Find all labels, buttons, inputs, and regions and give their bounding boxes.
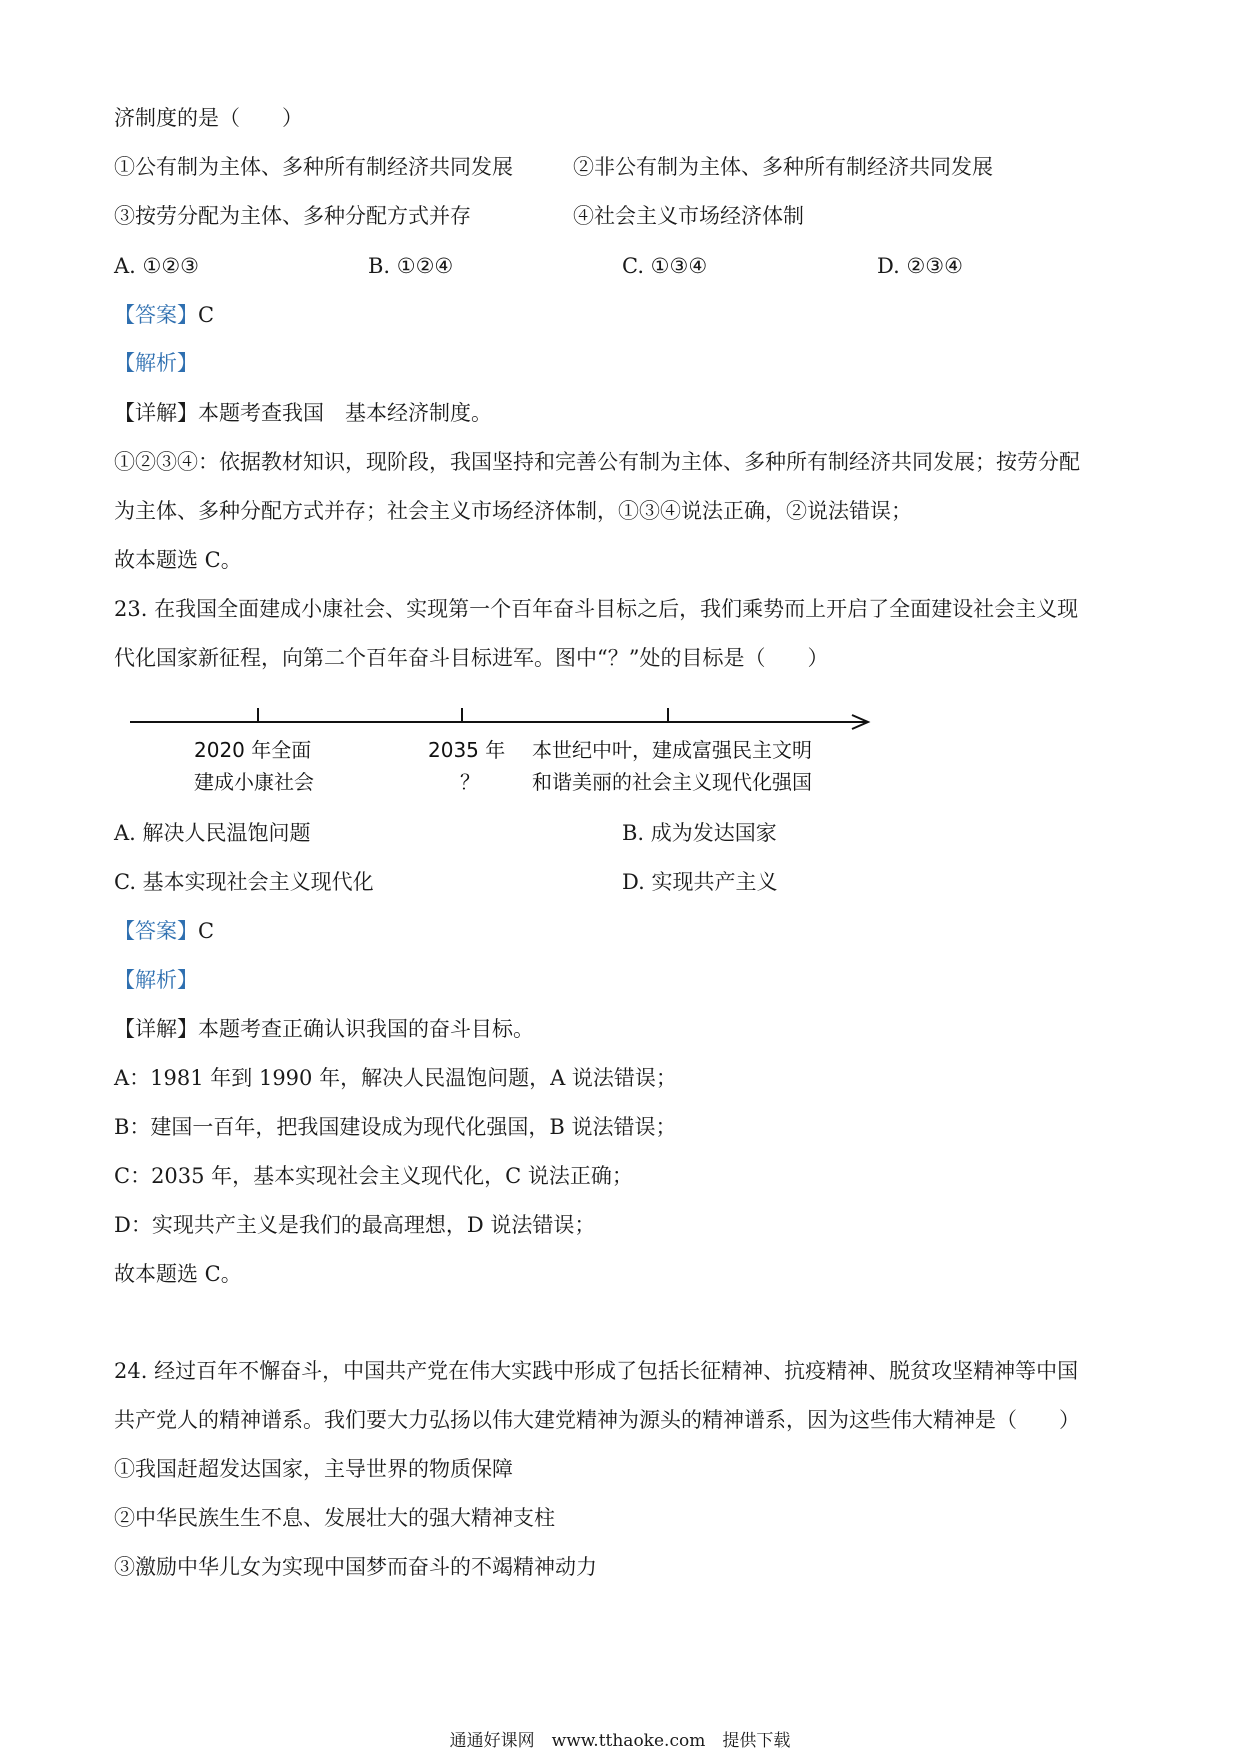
timeline-label-2020-line-2: 建成小康社会 [194,770,314,794]
q22-answer [114,300,214,330]
timeline-label-2020-line-1: 2020 年全面 [194,738,312,762]
answer-value: C [198,919,215,943]
q23-option-b: B. 成为发达国家 [622,821,777,845]
timeline-label-2035-question: ？ [460,770,480,794]
q22-stem-tail: 济制度的是（ ） [114,106,303,130]
detail-text: 本题考查正确认识我国的奋斗目标。 [198,1017,534,1041]
q23-explanation-c: C：2035 年，基本实现社会主义现代化，C 说法正确； [114,1164,633,1188]
q23-option-c: C. 基本实现社会主义现代化 [114,870,374,894]
q22-analysis-label: 【解析】 [114,351,198,375]
q23-option-d: D. 实现共产主义 [622,870,778,894]
answer-value: C [198,303,215,327]
q22-conclusion: 故本题选 C。 [114,548,242,572]
q23-timeline-figure [126,698,886,808]
q24-item-1: ①我国赶超发达国家，主导世界的物质保障 [114,1457,513,1481]
q23-explanation-a: A：1981 年到 1990 年，解决人民温饱问题，A 说法错误； [114,1066,677,1090]
q23-stem-line-2: 代化国家新征程，向第二个百年奋斗目标进军。图中“？”处的目标是（ ） [114,646,829,670]
detail-label: 【详解】 [114,401,198,425]
q24-stem-line-1: 24. 经过百年不懈奋斗，中国共产党在伟大实践中形成了包括长征精神、抗疫精神、脱贫攻坚精神等中国 [114,1359,1079,1383]
q23-detail [114,1014,534,1044]
timeline-label-2035-line-1: 2035 年 [428,738,506,762]
timeline-label-mid-century-line-1: 本世纪中叶，建成富强民主文明 [532,738,812,762]
q23-explanation-b: B：建国一百年，把我国建设成为现代化强国，B 说法错误； [114,1115,677,1139]
q22-option-d: D. ②③④ [877,254,963,278]
timeline-axis [126,698,886,738]
q22-option-b: B. ①②④ [368,254,454,278]
q23-explanation-d: D：实现共产主义是我们的最高理想，D 说法错误； [114,1213,596,1237]
q22-item-3: ③按劳分配为主体、多种分配方式并存 [114,204,471,228]
q23-conclusion: 故本题选 C。 [114,1262,242,1286]
q22-explanation-line-2: 为主体、多种分配方式并存；社会主义市场经济体制，①③④说法正确，②说法错误； [114,499,912,523]
q22-item-2: ②非公有制为主体、多种所有制经济共同发展 [573,155,993,179]
q22-detail [114,398,492,428]
q23-answer [114,916,214,946]
q22-item-1: ①公有制为主体、多种所有制经济共同发展 [114,155,513,179]
answer-label: 【答案】 [114,303,198,327]
q23-option-a: A. 解决人民温饱问题 [114,821,311,845]
q22-explanation-line-1: ①②③④：依据教材知识，现阶段，我国坚持和完善公有制为主体、多种所有制经济共同发展；按劳分配 [114,450,1080,474]
q23-analysis-label: 【解析】 [114,968,198,992]
timeline-label-mid-century-line-2: 和谐美丽的社会主义现代化强国 [532,770,812,794]
page-footer: 通通好课网 www.tthaoke.com 提供下载 [449,1731,791,1751]
q23-stem-line-1: 23. 在我国全面建成小康社会、实现第一个百年奋斗目标之后，我们乘势而上开启了全面建设社会主义现 [114,597,1079,621]
q22-option-a: A. ①②③ [114,254,199,278]
q24-item-3: ③激励中华儿女为实现中国梦而奋斗的不竭精神动力 [114,1555,597,1579]
detail-text: 本题考查我国 基本经济制度。 [198,401,492,425]
q22-item-4: ④社会主义市场经济体制 [573,204,804,228]
q24-item-2: ②中华民族生生不息、发展壮大的强大精神支柱 [114,1506,555,1530]
q22-option-c: C. ①③④ [622,254,708,278]
answer-label: 【答案】 [114,919,198,943]
detail-label: 【详解】 [114,1017,198,1041]
q24-stem-line-2: 共产党人的精神谱系。我们要大力弘扬以伟大建党精神为源头的精神谱系，因为这些伟大精神是（ ） [114,1408,1080,1432]
